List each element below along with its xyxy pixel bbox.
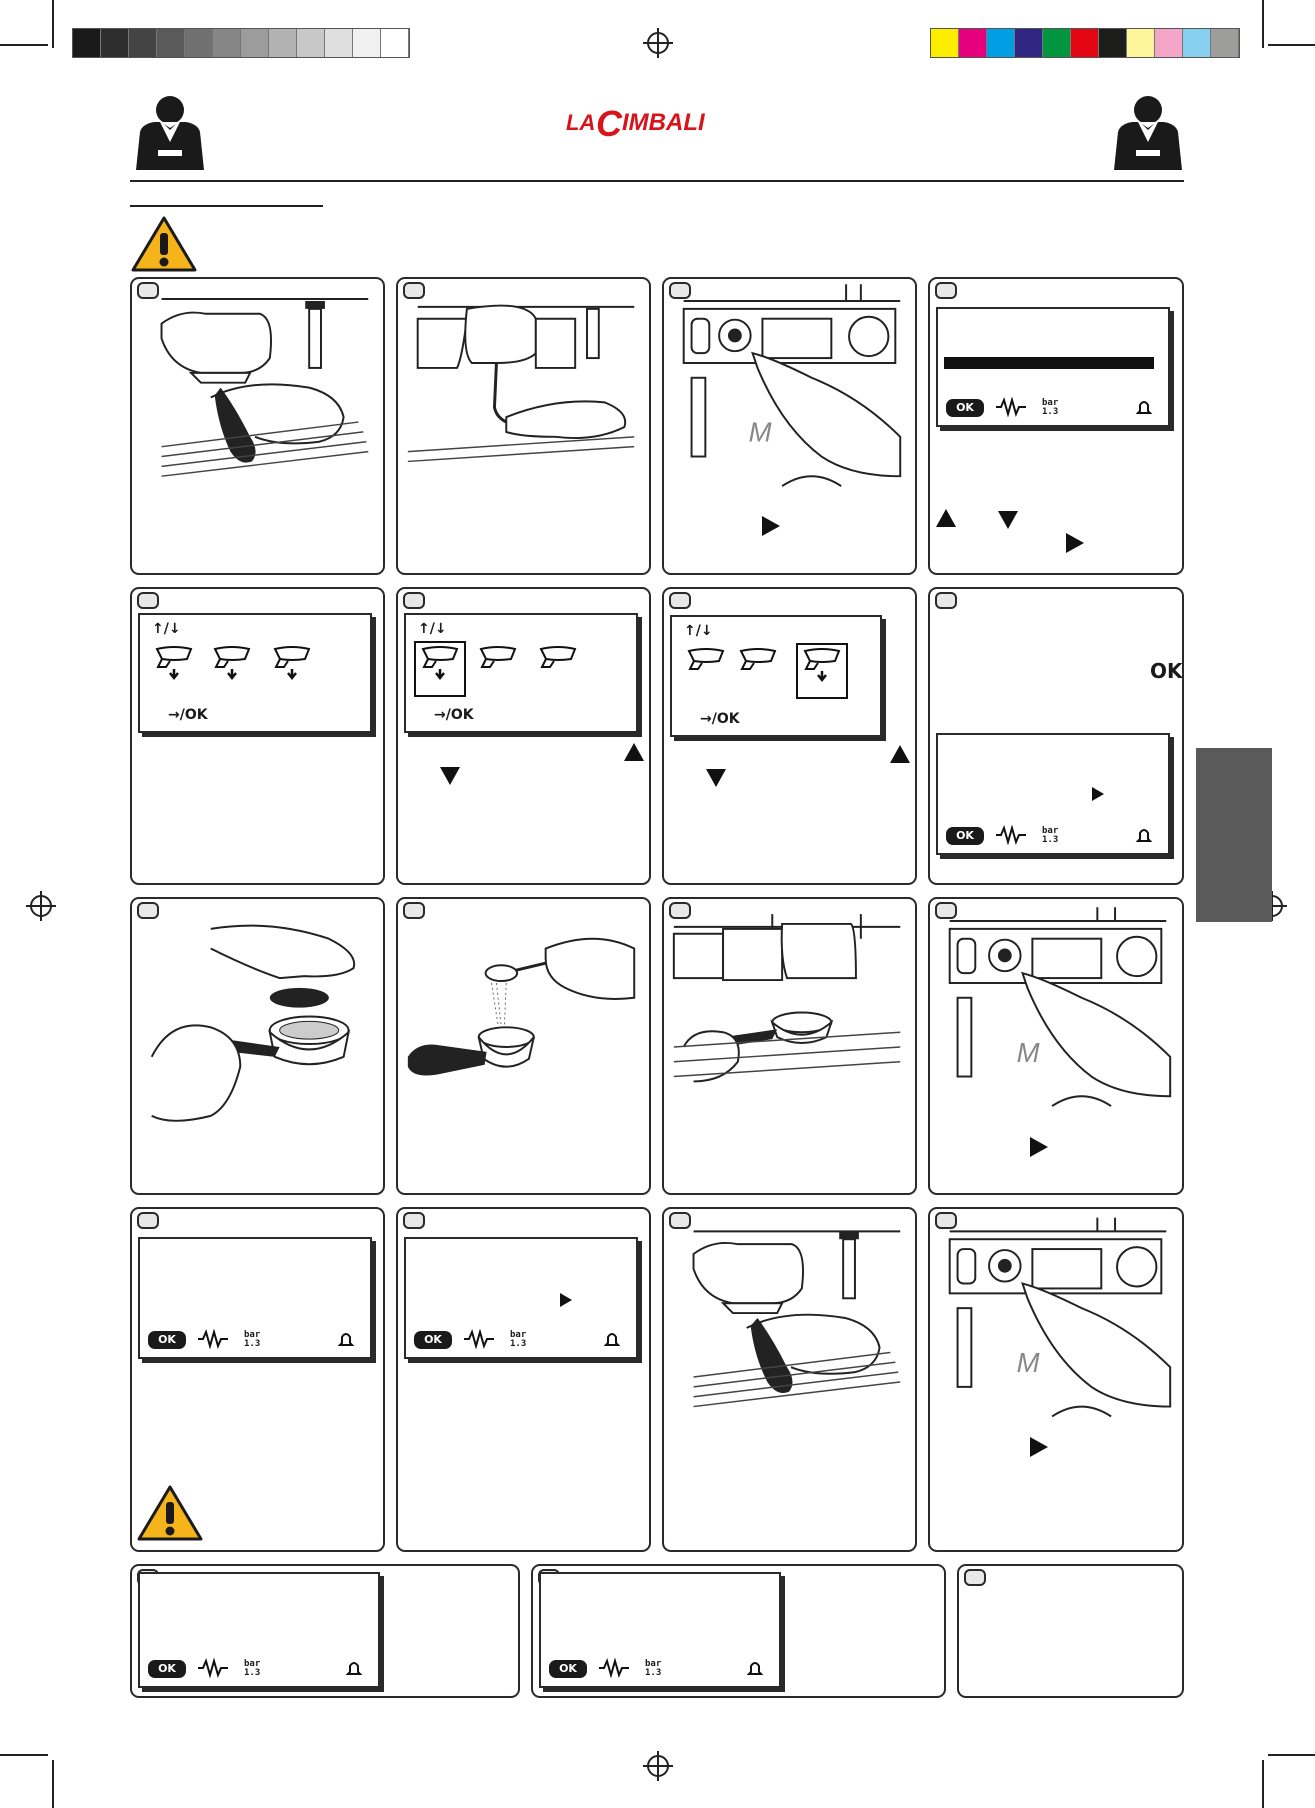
pressure-readout: bar 1.3 (244, 1330, 261, 1349)
display-screen (670, 615, 882, 737)
crop-mark (52, 0, 54, 48)
status-bar (148, 1656, 370, 1678)
gray-swatch (325, 29, 353, 57)
gray-swatch (157, 29, 185, 57)
step-panel-16 (928, 1207, 1184, 1552)
group-head-icon (538, 645, 578, 681)
status-bar (946, 395, 1160, 417)
pressure-readout: bar 1.3 (1042, 398, 1059, 417)
color-calibration-strip (930, 28, 1240, 58)
crop-mark (1262, 1760, 1264, 1808)
color-swatch (1099, 29, 1127, 57)
display-screen (138, 613, 372, 733)
crop-mark (0, 1754, 48, 1756)
bell-icon (602, 1329, 622, 1349)
gray-swatch (241, 29, 269, 57)
header-rule (130, 180, 1184, 182)
registration-mark-icon (647, 32, 669, 54)
nav-updown-label: ↑/↓ (684, 623, 713, 639)
group-head-icon (212, 645, 252, 681)
nav-select-label: →/OK (168, 707, 208, 723)
display-screen (138, 1237, 372, 1359)
status-bar (148, 1327, 362, 1349)
step-panel-11 (662, 897, 917, 1195)
crop-mark (1268, 44, 1315, 46)
color-swatch (1071, 29, 1099, 57)
pressure-readout: bar 1.3 (244, 1659, 261, 1678)
crop-mark (1262, 0, 1264, 48)
color-swatch (1043, 29, 1071, 57)
gray-swatch (73, 29, 101, 57)
step-number-tab (669, 592, 691, 609)
crop-mark (52, 1760, 54, 1808)
step-number-tab (137, 1212, 159, 1229)
display-screen (936, 307, 1170, 427)
gray-swatch (185, 29, 213, 57)
step-panel-4 (928, 277, 1184, 575)
registration-mark-icon (647, 1755, 669, 1777)
ok-button: OK (414, 1331, 452, 1349)
step-number-tab (403, 592, 425, 609)
step-number-tab (964, 1569, 986, 1586)
control-panel-press-illustration (930, 899, 1182, 1193)
wave-icon (198, 1658, 228, 1678)
color-swatch (987, 29, 1015, 57)
step-number-tab (935, 282, 957, 299)
registration-mark-icon (30, 895, 52, 917)
bell-icon (1134, 825, 1154, 845)
pressure-readout: bar 1.3 (510, 1330, 527, 1349)
step-panel-3 (662, 277, 917, 575)
down-arrow-icon (998, 511, 1018, 529)
group-head-icon (154, 645, 194, 681)
nav-updown-label: ↑/↓ (418, 621, 447, 637)
svg-text:C: C (596, 103, 622, 142)
color-swatch (1155, 29, 1183, 57)
status-bar (549, 1656, 771, 1678)
group-head-icon (802, 647, 842, 683)
control-panel-press-illustration (664, 279, 915, 573)
up-arrow-icon (890, 745, 910, 763)
step-panel-7 (662, 587, 917, 885)
section-side-tab (1196, 748, 1272, 922)
right-arrow-icon (560, 1293, 572, 1307)
step-number-tab (137, 592, 159, 609)
group-head-icon (272, 645, 312, 681)
bell-icon (336, 1329, 356, 1349)
gray-swatch (269, 29, 297, 57)
group-head-cleaning-illustration (398, 279, 649, 573)
svg-text:IMBALI: IMBALI (622, 109, 705, 136)
highlight-bar (944, 357, 1154, 369)
bell-icon (1134, 397, 1154, 417)
color-swatch (959, 29, 987, 57)
step-panel-6 (396, 587, 651, 885)
gray-swatch (353, 29, 381, 57)
step-panel-10 (396, 897, 651, 1195)
gray-swatch (129, 29, 157, 57)
step-panel-5 (130, 587, 385, 885)
crop-mark (1268, 1754, 1315, 1756)
step-panel-19 (957, 1564, 1184, 1698)
svg-text:M: M (748, 416, 772, 448)
group-head-icon (738, 647, 778, 683)
svg-text:M: M (1016, 1347, 1040, 1379)
ok-button: OK (549, 1660, 587, 1678)
step-panel-2 (396, 277, 651, 575)
color-swatch (931, 29, 959, 57)
step-panel-13 (130, 1207, 385, 1552)
portafilter-insert-illustration (664, 899, 915, 1193)
brand-logo (562, 98, 752, 142)
bell-icon (344, 1658, 364, 1678)
nav-updown-label: ↑/↓ (152, 621, 181, 637)
step-panel-12 (928, 897, 1184, 1195)
nav-select-label: →/OK (700, 711, 740, 727)
display-screen (936, 733, 1170, 855)
ok-button: OK (148, 1331, 186, 1349)
ok-button: OK (946, 399, 984, 417)
step-number-tab (935, 592, 957, 609)
up-arrow-icon (936, 509, 956, 527)
step-panel-1 (130, 277, 385, 575)
wave-icon (996, 397, 1026, 417)
pressure-readout: bar 1.3 (1042, 826, 1059, 845)
display-screen (138, 1572, 380, 1688)
display-screen (404, 1237, 638, 1359)
step-panel-14 (396, 1207, 651, 1552)
group-head-icon (686, 647, 726, 683)
color-swatch (1211, 29, 1239, 57)
blind-filter-insert-illustration (132, 899, 383, 1193)
wave-icon (198, 1329, 228, 1349)
right-arrow-icon (1030, 1437, 1048, 1457)
portafilter-removal-illustration (664, 1209, 915, 1550)
color-swatch (1127, 29, 1155, 57)
svg-text:M: M (1016, 1036, 1040, 1068)
wave-icon (599, 1658, 629, 1678)
svg-text:LA: LA (566, 110, 596, 135)
right-arrow-icon (762, 516, 780, 536)
wave-icon (996, 825, 1026, 845)
up-arrow-icon (624, 743, 644, 761)
detergent-spoon-illustration (398, 899, 649, 1193)
right-arrow-icon (1030, 1137, 1048, 1157)
control-panel-press-illustration (930, 1209, 1182, 1550)
step-panel-18 (531, 1564, 946, 1698)
ok-label: OK (1150, 659, 1183, 683)
down-arrow-icon (706, 769, 726, 787)
right-arrow-icon (1092, 787, 1104, 801)
bell-icon (745, 1658, 765, 1678)
ok-button: OK (946, 827, 984, 845)
color-swatch (1015, 29, 1043, 57)
group-head-icon (420, 645, 460, 681)
group-head-icon (478, 645, 518, 681)
display-screen (539, 1572, 781, 1688)
gray-swatch (381, 29, 409, 57)
right-arrow-icon (1066, 533, 1084, 553)
step-panel-17 (130, 1564, 520, 1698)
display-screen (404, 613, 638, 733)
crop-mark (0, 44, 48, 46)
step-panel-8 (928, 587, 1184, 885)
pressure-readout: bar 1.3 (645, 1659, 662, 1678)
gray-swatch (213, 29, 241, 57)
waiter-icon (1108, 92, 1188, 172)
warning-icon (130, 215, 198, 273)
step-panel-15 (662, 1207, 917, 1552)
section-rule (130, 205, 323, 207)
step-panel-9 (130, 897, 385, 1195)
ok-button: OK (148, 1660, 186, 1678)
status-bar (414, 1327, 628, 1349)
portafilter-removal-illustration (132, 279, 383, 573)
warning-icon (136, 1484, 204, 1542)
color-swatch (1183, 29, 1211, 57)
waiter-icon (130, 92, 210, 172)
nav-select-label: →/OK (434, 707, 474, 723)
step-number-tab (403, 1212, 425, 1229)
gray-swatch (297, 29, 325, 57)
gray-calibration-strip (72, 28, 410, 58)
down-arrow-icon (440, 767, 460, 785)
status-bar (946, 823, 1160, 845)
wave-icon (464, 1329, 494, 1349)
gray-swatch (101, 29, 129, 57)
